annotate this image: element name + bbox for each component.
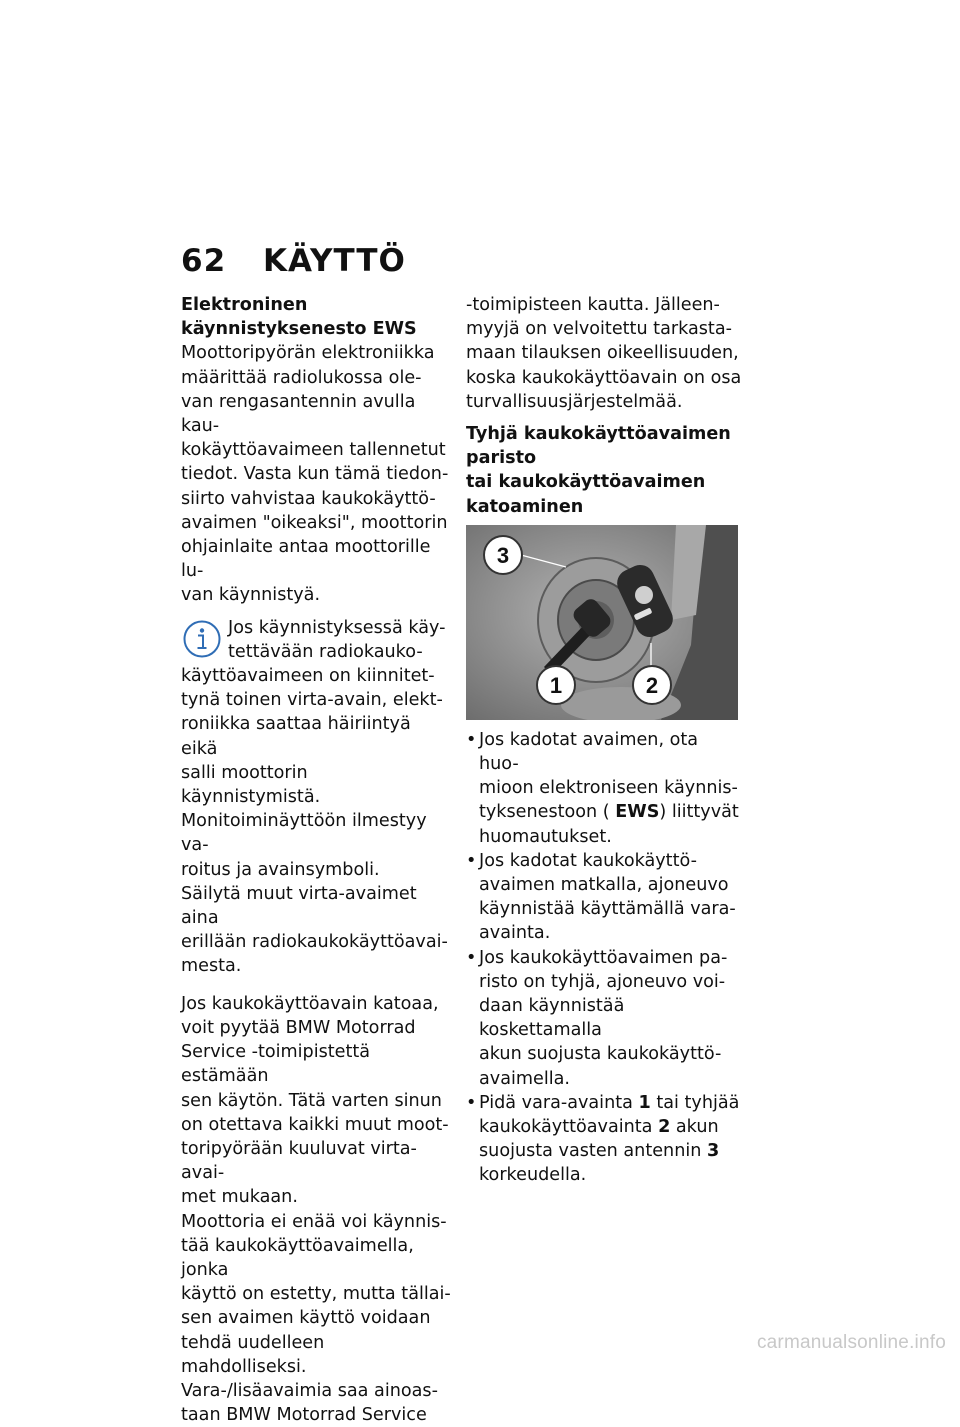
note-line: roitus ja avainsymboli. [181, 859, 380, 880]
svg-text:2: 2 [645, 672, 659, 698]
text-line: sen avaimen käyttö voidaan [181, 1308, 431, 1329]
note-line: Monitoiminäyttöön ilmestyy va- [181, 811, 427, 856]
note-line: tynä toinen virta-avain, elekt- [181, 690, 443, 711]
text-line: avaimen "oikeaksi", moottorin [181, 512, 448, 533]
note-line: käyttöavaimeen on kiinnitet- [181, 666, 435, 687]
text-line: ohjainlaite antaa moottorille lu- [181, 537, 431, 582]
text-line: turvallisuusjärjestelmää. [466, 391, 683, 412]
text-line: käyttö on estetty, mutta tällai- [181, 1284, 451, 1305]
right-column [466, 293, 742, 1188]
ref-3: 3 [706, 1141, 720, 1162]
battery-heading-line-4: katoaminen [466, 496, 584, 517]
text-line: met mukaan. [181, 1187, 298, 1208]
ews-heading-line-2: käynnistyksenesto EWS [181, 319, 417, 340]
svg-text:1: 1 [549, 672, 563, 698]
ews-heading-line-1: Elektroninen [181, 295, 308, 315]
text-line: koska kaukokäyttöavain on osa [466, 367, 742, 388]
text-line: sen käytön. Tätä varten sinun [181, 1090, 442, 1111]
ref-2: 2 [658, 1117, 671, 1138]
note-line: Säilytä muut virta-avaimet aina [181, 883, 417, 929]
photo-illustration [466, 525, 738, 720]
text-line: van käynnistyä. [181, 585, 321, 606]
text-line: kokäyttöavaimeen tallennetut [181, 440, 446, 461]
text-line: Jos kaukokäyttöavain katoaa, [181, 993, 439, 1014]
list-item: • Jos kadotat avaimen, ota huo- mioon elektroniseen käynnis- tyksenestoon ( EWS) liittyvät huomautukset. [466, 728, 742, 849]
battery-heading-line-1: Tyhjä kaukokäyttöavaimen [466, 424, 731, 445]
section-title: KÄYTTÖ [263, 243, 406, 279]
text-line: siirto vahvistaa kaukokäyttö- [181, 488, 436, 509]
svg-text:3: 3 [496, 542, 510, 568]
left-column [181, 293, 451, 1427]
page-number: 62 [181, 243, 227, 279]
text-line: Service -toimipistettä estämään [181, 1042, 371, 1087]
note-line: mesta. [181, 956, 242, 977]
text-line: Moottoripyörän elektroniikka [181, 343, 435, 364]
text-line: Moottoria ei enää voi käynnis- [181, 1211, 447, 1232]
continued-paragraph [466, 293, 742, 414]
text-line: Vara-/lisäavaimia saa ainoas- [181, 1380, 438, 1401]
text-line: määrittää radiolukossa ole- [181, 367, 422, 388]
info-note [181, 616, 451, 979]
battery-heading-line-3: tai kaukokäyttöavaimen [466, 472, 706, 493]
instruction-list [466, 728, 742, 1188]
text-line: maan tilauksen oikeellisuuden, [466, 343, 739, 364]
callout-1 [537, 666, 575, 704]
note-line: erillään radiokaukokäyttöavai- [181, 932, 448, 953]
list-item: • Jos kaukokäyttöavaimen pa- risto on tyhjä, ajoneuvo voi- daan käynnistää koskettamalla akun suojusta kaukokäyttö- avaimella. [466, 946, 742, 1091]
ews-paragraph [181, 341, 451, 607]
battery-heading-line-2: paristo [466, 448, 537, 469]
list-item: • Jos kadotat kaukokäyttö- avaimen matkalla, ajoneuvo käynnistää käyttämällä vara- avainta. [466, 849, 742, 946]
text-line: voit pyytää BMW Motorrad [181, 1017, 416, 1038]
text-line: toripyörään kuuluvat virta-avai- [181, 1138, 417, 1184]
note-line: roniikka saattaa häiriintyä eikä [181, 714, 411, 759]
text-line: tehdä uudelleen mahdolliseksi. [181, 1332, 325, 1377]
key-antenna-photo [466, 525, 738, 720]
note-line: tettävään radiokauko- [228, 641, 423, 662]
info-icon [181, 618, 223, 660]
text-line: taan BMW Motorrad Service [181, 1405, 427, 1426]
watermark: carmanualsonline.info [756, 1332, 946, 1353]
list-item: • Pidä vara-avainta 1 tai tyhjää kaukokäyttöavainta 2 akun suojusta vasten antennin 3 korkeudella. [466, 1091, 742, 1188]
ews-term: EWS [615, 802, 660, 823]
page-header [181, 243, 406, 279]
note-line: salli moottorin käynnistymistä. [181, 762, 321, 808]
text-line: on otettava kaikki muut moot- [181, 1114, 449, 1135]
text-line: -toimipisteen kautta. Jälleen- [466, 295, 720, 315]
text-line: van rengasantennin avulla kau- [181, 391, 416, 437]
text-line: tiedot. Vasta kun tämä tiedon- [181, 464, 449, 485]
callout-3 [484, 536, 522, 574]
note-line: Jos käynnistyksessä käy- [228, 617, 446, 638]
text-line: tää kaukokäyttöavaimella, jonka [181, 1235, 414, 1280]
ref-1: 1 [638, 1092, 651, 1113]
callout-2 [633, 666, 671, 704]
text-line: myyjä on velvoitettu tarkasta- [466, 319, 732, 340]
